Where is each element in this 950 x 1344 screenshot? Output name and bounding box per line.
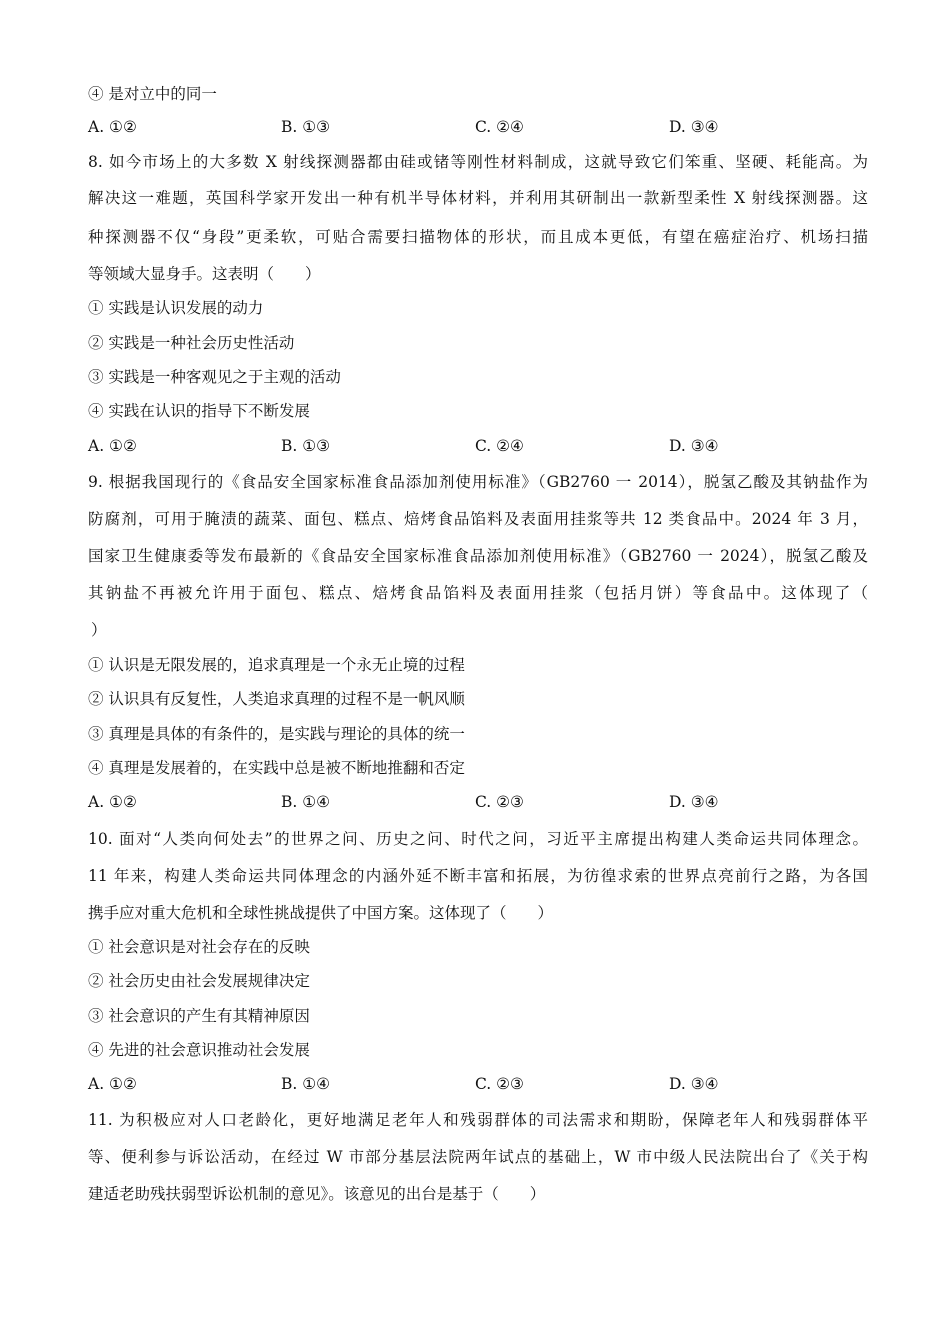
q7-options — [88, 117, 868, 137]
q8-option-d[interactable]: D. ③④ — [669, 437, 719, 455]
q10-item-2: ② 社会历史由社会发展规律决定 — [88, 972, 310, 990]
q9-option-d[interactable]: D. ③④ — [669, 793, 719, 811]
q10-item-1: ① 社会意识是对社会存在的反映 — [88, 938, 310, 956]
q9-stem-line-4: 其钠盐不再被允许用于面包、糕点、焙烤食品馅料及表面用挂浆（包括月饼）等食品中。这体现了（ — [88, 584, 868, 602]
q9-item-3: ③ 真理是具体的有条件的，是实践与理论的具体的统一 — [88, 725, 465, 743]
q8-item-3: ③ 实践是一种客观见之于主观的活动 — [88, 368, 341, 386]
q7-option-b[interactable]: B. ①③ — [281, 118, 331, 136]
q9-stem-line-2: 防腐剂，可用于腌渍的蔬菜、面包、糕点、焙烤食品馅料及表面用挂浆等共 12 类食品中。2024 年 3 月， — [88, 510, 868, 528]
q10-stem-line-3: 携手应对重大危机和全球性挑战提供了中国方案。这体现了（ ） — [88, 904, 554, 922]
q10-option-b[interactable]: B. ①④ — [281, 1075, 331, 1093]
q7-option-c[interactable]: C. ②④ — [475, 118, 524, 136]
q7-option-d[interactable]: D. ③④ — [669, 118, 719, 136]
q9-option-b[interactable]: B. ①④ — [281, 793, 331, 811]
q8-stem-line-4: 等领域大显身手。这表明（ ） — [88, 265, 321, 283]
q10-stem-line-1: 10. 面对“人类向何处去”的世界之问、历史之问、时代之问，习近平主席提出构建人类命运共同体理念。 — [88, 830, 868, 848]
q8-item-2: ② 实践是一种社会历史性活动 — [88, 334, 295, 352]
q8-stem-line-1: 8. 如今市场上的大多数 X 射线探测器都由硅或锗等刚性材料制成，这就导致它们笨重、坚硬、耗能高。为 — [88, 153, 868, 171]
q11-stem-line-3: 建适老助残扶弱型诉讼机制的意见》。该意见的出台是基于（ ） — [88, 1185, 546, 1203]
q9-stem-line-5: ） — [91, 621, 107, 639]
q8-stem-line-3: 种探测器不仅“身段”更柔软，可贴合需要扫描物体的形状，而且成本更低，有望在癌症治疗、机场扫描 — [88, 228, 868, 246]
q8-option-a[interactable]: A. ①② — [88, 437, 137, 455]
q8-option-c[interactable]: C. ②④ — [475, 437, 524, 455]
q9-item-2: ② 认识具有反复性，人类追求真理的过程不是一帆风顺 — [88, 690, 465, 708]
q10-option-a[interactable]: A. ①② — [88, 1075, 137, 1093]
q10-item-3: ③ 社会意识的产生有其精神原因 — [88, 1007, 310, 1025]
q9-item-1: ① 认识是无限发展的，追求真理是一个永无止境的过程 — [88, 656, 465, 674]
q9-option-c[interactable]: C. ②③ — [475, 793, 524, 811]
q9-stem-line-1: 9. 根据我国现行的《食品安全国家标准食品添加剂使用标准》（GB2760 一 2014），脱氢乙酸及其钠盐作为 — [88, 473, 868, 491]
q10-option-c[interactable]: C. ②③ — [475, 1075, 524, 1093]
q8-item-4: ④ 实践在认识的指导下不断发展 — [88, 402, 310, 420]
q8-item-1: ① 实践是认识发展的动力 — [88, 299, 264, 317]
q9-options — [88, 792, 868, 812]
q7-item-4: ④ 是对立中的同一 — [88, 85, 217, 103]
q9-item-4: ④ 真理是发展着的，在实践中总是被不断地推翻和否定 — [88, 759, 465, 777]
q8-stem-line-2: 解决这一难题，英国科学家开发出一种有机半导体材料，并利用其研制出一款新型柔性 X 射线探测器。这 — [88, 189, 868, 207]
q10-item-4: ④ 先进的社会意识推动社会发展 — [88, 1041, 310, 1059]
q9-option-a[interactable]: A. ①② — [88, 793, 137, 811]
q10-option-d[interactable]: D. ③④ — [669, 1075, 719, 1093]
q10-stem-line-2: 11 年来，构建人类命运共同体理念的内涵外延不断丰富和拓展，为彷徨求索的世界点亮前行之路，为各国 — [88, 867, 868, 885]
q11-stem-line-2: 等、便利参与诉讼活动，在经过 W 市部分基层法院两年试点的基础上，W 市中级人民法院出台了《关于构 — [88, 1148, 868, 1166]
q9-stem-line-3: 国家卫生健康委等发布最新的《食品安全国家标准食品添加剂使用标准》（GB2760 一 2024），脱氢乙酸及 — [88, 547, 868, 565]
q10-options — [88, 1074, 868, 1094]
q8-options — [88, 436, 868, 456]
q11-stem-line-1: 11. 为积极应对人口老龄化，更好地满足老年人和残弱群体的司法需求和期盼，保障老年人和残弱群体平 — [88, 1111, 868, 1129]
q7-option-a[interactable]: A. ①② — [88, 118, 137, 136]
q8-option-b[interactable]: B. ①③ — [281, 437, 331, 455]
